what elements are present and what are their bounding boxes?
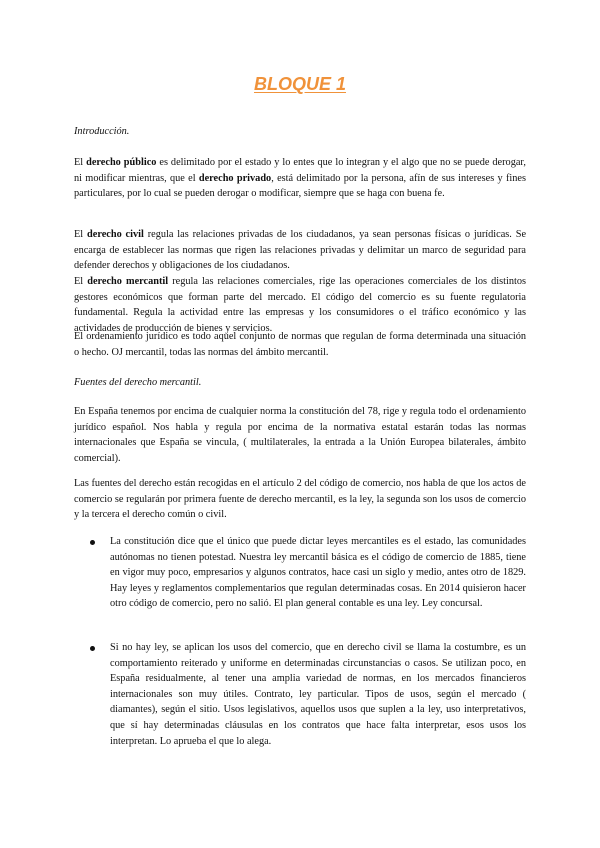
page-title: BLOQUE 1 [253, 74, 346, 94]
paragraph-fuentes: Las fuentes del derecho están recogidas en el artículo 2 del código de comercio, nos habla de que los actos de comercio se regularán por primera fuente de derecho mercantil, es la ley, la segunda son los usos de comercio y la tercera el derecho común o civil. [74, 478, 526, 521]
list-item-text: La constitución dice que el único que puede dictar leyes mercantiles es el estado, las comunidades autónomas no tienen potestad. Nuestra ley mercantil básica es el código de comercio de 1885, tiene en vigor muy poco, empresarios y algunos contratos, hace casi un siglo y medio, antes otro de 1829. Hay leyes y reglamentos complementarios que regulan determinadas cosas. En 2014 quisieron hacer otro código de comercio, pero no salió. El plan general contable es una ley. Ley concursal. [110, 536, 526, 610]
bold-term: derecho mercantil [87, 276, 169, 287]
text: El [74, 157, 87, 168]
bold-term: derecho civil [87, 229, 144, 240]
bold-term: derecho público [86, 157, 157, 168]
text: es delimitado por el estado y lo entes que lo integran y el algo que no se puede derogar, ni modificar mientras, que el [74, 157, 526, 184]
bullet-icon [90, 646, 95, 651]
paragraph-derecho-publico [74, 155, 526, 202]
paragraph-ordenamiento: El ordenamiento jurídico es todo aquel conjunto de normas que regulan de forma determinada una situación o hecho. OJ mercantil, todas las normas del ámbito mercantil. [74, 331, 526, 358]
paragraph-espana: En España tenemos por encima de cualquier norma la constitución del 78, rige y regula todo el ordenamiento jurídico español. Nos habla y regula por encima de la normativa estatal estarán todas las normas internacionales que España se vincula, ( multilaterales, la entrada a la Unión Europea bilaterales, ámbito comercial). [74, 406, 526, 464]
fuentes-heading: Fuentes del derecho mercantil. [74, 377, 202, 388]
bullet-icon [90, 540, 95, 545]
text: regula las relaciones comerciales, rige las operaciones comerciales de los distintos gestores económicos que forman parte del mercado. El código del comercio es su fuente regulatoria fundamental. Regula la actividad entre las empresas y los consumidores o el tráfico económico y las actividades de producción de bienes y servicios. [74, 276, 526, 334]
paragraph-derecho-civil [74, 227, 526, 274]
intro-heading: Introducción. [74, 126, 130, 137]
text: El [74, 276, 88, 287]
text: El [74, 229, 88, 240]
text: , está delimitado por la persona, afín de sus intereses y fines particulares, por lo cual se pueden derogar o modificar, siempre que se haga con buena fe. [74, 172, 526, 200]
paragraph-derecho-mercantil [74, 274, 526, 336]
text: regula las relaciones privadas de los ciudadanos, ya sean personas físicas o jurídicas. Se encarga de establecer las normas que rigen las relaciones privadas y delimitar un marco de seguridad para defender derechos y obligaciones de los ciudadanos. [74, 229, 527, 272]
list-item-text: Si no hay ley, se aplican los usos del comercio, que en derecho civil se llama la costumbre, es un comportamiento reiterado y uniforme en determinadas circunstancias o casos. Se utilizan poco, en España residualmente, al tener una amplia variedad de normas, en los mercados financieros internacionales son muy útiles. Contrato, ley particular. Tipos de usos, según el mercado ( diamantes), según el sitio. Usos legislativos, aquellos usos que suplen a la ley, uso interpretativos, que sí hay determinadas cláusulas en los contratos que hace falta interpretar, esos usos los interpretan. Lo aprueba el que lo alega. [110, 642, 526, 747]
bold-term: derecho privado [198, 172, 272, 184]
